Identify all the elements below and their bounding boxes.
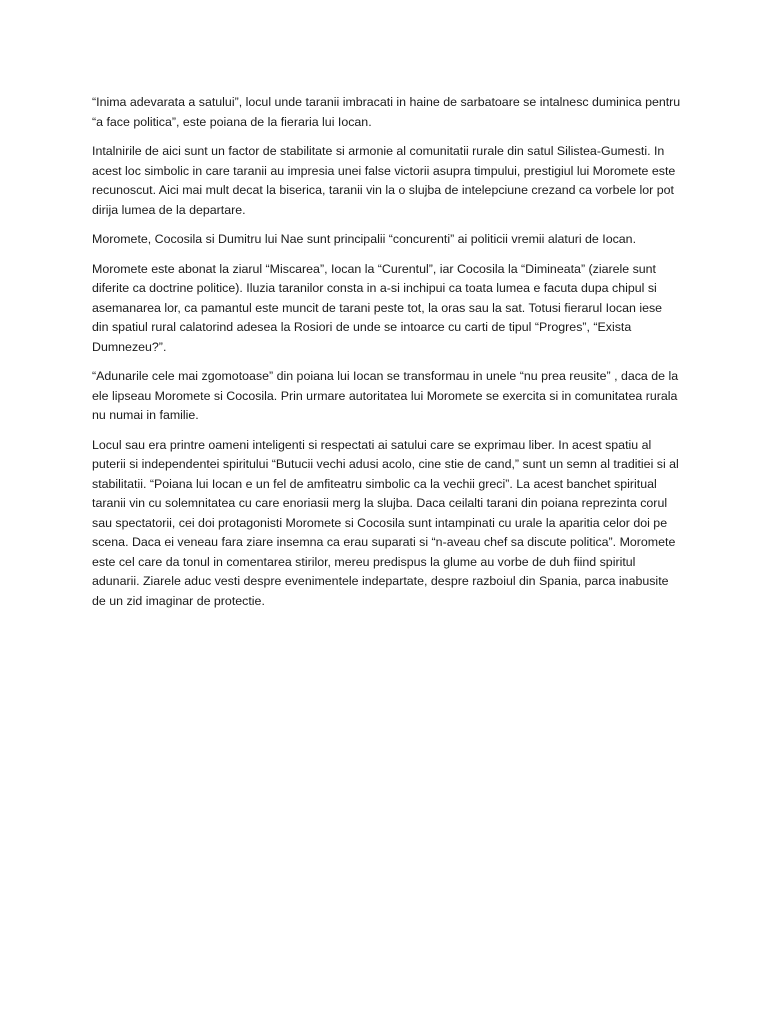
paragraph-6: Locul sau era printre oameni inteligenti si respectati ai satului care se exprimau liber. In acest spatiu al puterii si independentei spiritului “Butucii vechi adusi acolo, cine stie de cand,” sunt un semn al traditiei si al stabilitatii. “Poiana lui Iocan e un fel de amfiteatru simbolic ca la vechii greci”. La acest banchet spiritual taranii vin cu solemnitatea cu care enoriasii merg la slujba. Daca ceilalti tarani din poiana reprezinta corul sau spectatorii, cei doi protagonisti Moromete si Cocosila sunt intampinati cu urale la aparitia celor doi pe scena. Daca ei veneau fara ziare insemna ca erau suparati si “n-aveau chef sa discute politica”. Moromete este cel care da tonul in comentarea stirilor, mereu predispus la glume au vorbe de duh fiind spiritul adunarii. Ziarele aduc vesti despre evenimentele indepartate, despre razboiul din Spania, parca inabusite de un zid imaginar de protectie. <box>92 437 679 608</box>
paragraph-4: Moromete este abonat la ziarul “Miscarea”, Iocan la “Curentul”, iar Cocosila la “Dimineata” (ziarele sunt diferite ca doctrine politice). Iluzia taranilor consta in a-si inchipui ca toata lumea e facuta dupa chipul si asemanarea lor, ca pamantul este muncit de tarani peste tot, la oras sau la sat. Totusi fierarul Iocan iese din spatiul rural calatorind adesea la Rosiori de unde se intoarce cu carti de tipul “Progres”, “Exista Dumnezeu?”. <box>92 261 663 354</box>
paragraph-5: “Adunarile cele mai zgomotoase” din poiana lui Iocan se transformau in unele “nu prea reusite” , daca de la ele lipseau Moromete si Cocosila. Prin urmare autoritatea lui Moromete se exercita si in comunitatea rurala nu numai in familie. <box>92 369 679 422</box>
paragraph-3: Moromete, Cocosila si Dumitru lui Nae sunt principalii “concurenti” ai politicii vremii alaturi de Iocan. <box>92 232 637 246</box>
paragraph-2: Intalnirile de aici sunt un factor de stabilitate si armonie al comunitatii rurale din satul Silistea-Gumesti. In acest loc simbolic in care taranii au impresia unei false victorii asupra timpului, prestigiul lui Moromete este recunoscut. Aici mai mult decat la biserica, taranii vin la o slujba de intelepciune crezand ca vorbele lor pot dirija lumea de la departare. <box>92 144 676 217</box>
document-body <box>92 93 682 621</box>
paragraph-1: “Inima adevarata a satului”, locul unde taranii imbracati in haine de sarbatoare se intalnesc duminica pentru “a face politica”, este poiana de la fieraria lui Iocan. <box>92 95 681 129</box>
